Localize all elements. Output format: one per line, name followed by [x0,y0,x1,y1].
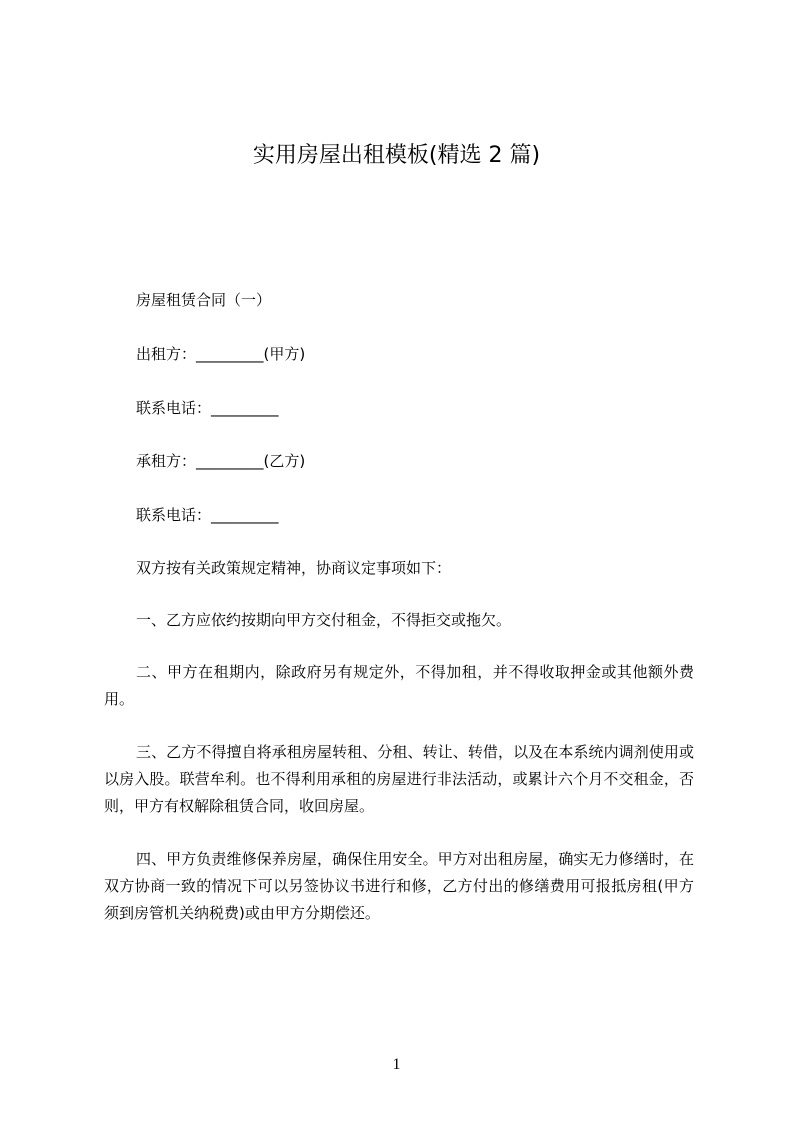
clause-3: 三、乙方不得擅自将承租房屋转租、分租、转让、转借，以及在本系统内调剂使用或以房入股。联营牟利。也不得利用承租的房屋进行非法活动，或累计六个月不交租金，否则，甲方有权解除租赁合同，收回房屋。 [104,743,694,815]
intro-paragraph: 双方按有关政策规定精神，协商议定事项如下： [136,559,452,577]
lessee-line: 承租方：_________(乙方) [136,452,306,470]
clause-1: 一、乙方应依约按期向甲方交付租金，不得拒交或拖欠。 [136,611,512,629]
lessor-phone-line: 联系电话：_________ [136,399,279,417]
page-number: 1 [392,1056,401,1073]
clause-4: 四、甲方负责维修保养房屋，确保住用安全。甲方对出租房屋，确实无力修缮时，在双方协商一致的情况下可以另签协议书进行和修，乙方付出的修缮费用可报抵房租(甲方须到房管机关纳税费)或由甲方分期偿还。 [104,850,694,922]
lessee-phone-line: 联系电话：_________ [136,506,279,524]
contract-heading: 房屋租赁合同（一） [136,291,272,309]
document-title: 实用房屋出租模板(精选 2 篇) [252,143,541,168]
clause-2: 二、甲方在租期内，除政府另有规定外，不得加租，并不得收取押金或其他额外费用。 [104,663,694,708]
lessor-line: 出租方：_________(甲方) [136,345,306,363]
